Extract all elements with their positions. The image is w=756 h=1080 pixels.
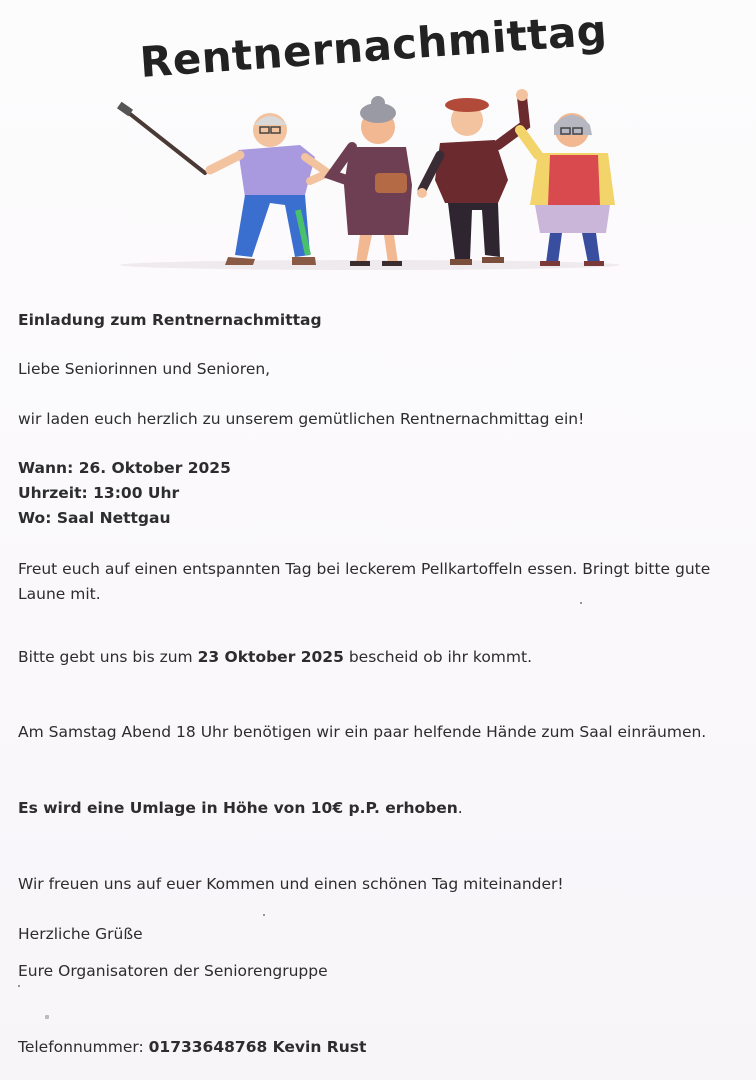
event-time-line <box>18 481 179 506</box>
rsvp-line <box>18 645 532 670</box>
phone-line <box>18 1035 366 1060</box>
flyer-title: Rentnernachmittag <box>138 5 609 87</box>
scan-speck <box>18 985 20 987</box>
header-banner <box>0 0 756 290</box>
intro-line: wir laden euch herzlich zu unserem gemütlichen Rentnernachmittag ein! <box>18 410 585 428</box>
event-time-value: 13:00 Uhr <box>93 484 180 502</box>
phone-label: Telefonnummer: <box>18 1038 144 1056</box>
closing-line: Wir freuen uns auf euer Kommen und einen schönen Tag miteinander! <box>18 875 564 893</box>
greeting-line: Liebe Seniorinnen und Senioren, <box>18 360 271 378</box>
signature-line: Eure Organisatoren der Seniorengruppe <box>18 962 328 980</box>
event-date-value: 26. Oktober 2025 <box>78 459 231 477</box>
helpers-request-line: Am Samstag Abend 18 Uhr benötigen wir ein paar helfende Hände zum Saal einräumen. <box>18 723 707 741</box>
rsvp-prefix: Bitte gebt uns bis zum <box>18 648 193 666</box>
event-time-label: Uhrzeit: <box>18 484 88 502</box>
event-location-value: Saal Nettgau <box>56 509 171 527</box>
senior-man-beret-figure <box>417 89 528 265</box>
event-date-line <box>18 456 231 481</box>
scan-speck <box>263 914 265 916</box>
event-location-label: Wo: <box>18 509 52 527</box>
scan-speck <box>45 1015 49 1019</box>
senior-woman-cardigan-figure <box>520 113 615 266</box>
seniors-illustration <box>110 85 630 275</box>
event-location-line <box>18 506 171 531</box>
rsvp-deadline: 23 Oktober 2025 <box>197 648 344 666</box>
event-details-paragraph: Freut euch auf einen entspannten Tag bei leckerem Pellkartoffeln essen. Bringt bitte gute Laune mit. <box>18 560 711 603</box>
fee-line <box>18 796 463 821</box>
fee-text: Es wird eine Umlage in Höhe von 10€ p.P. erhoben <box>18 799 458 817</box>
event-date-label: Wann: <box>18 459 74 477</box>
regards-line: Herzliche Grüße <box>18 925 143 943</box>
rsvp-suffix: bescheid ob ihr kommt. <box>348 648 533 666</box>
fee-period: . <box>457 799 463 817</box>
senior-woman-purse-figure <box>332 96 412 266</box>
phone-number: 01733648768 Kevin Rust <box>148 1038 367 1056</box>
senior-man-selfie-figure <box>117 102 328 265</box>
scan-speck <box>580 602 582 604</box>
invitation-heading: Einladung zum Rentnernachmittag <box>18 311 322 329</box>
